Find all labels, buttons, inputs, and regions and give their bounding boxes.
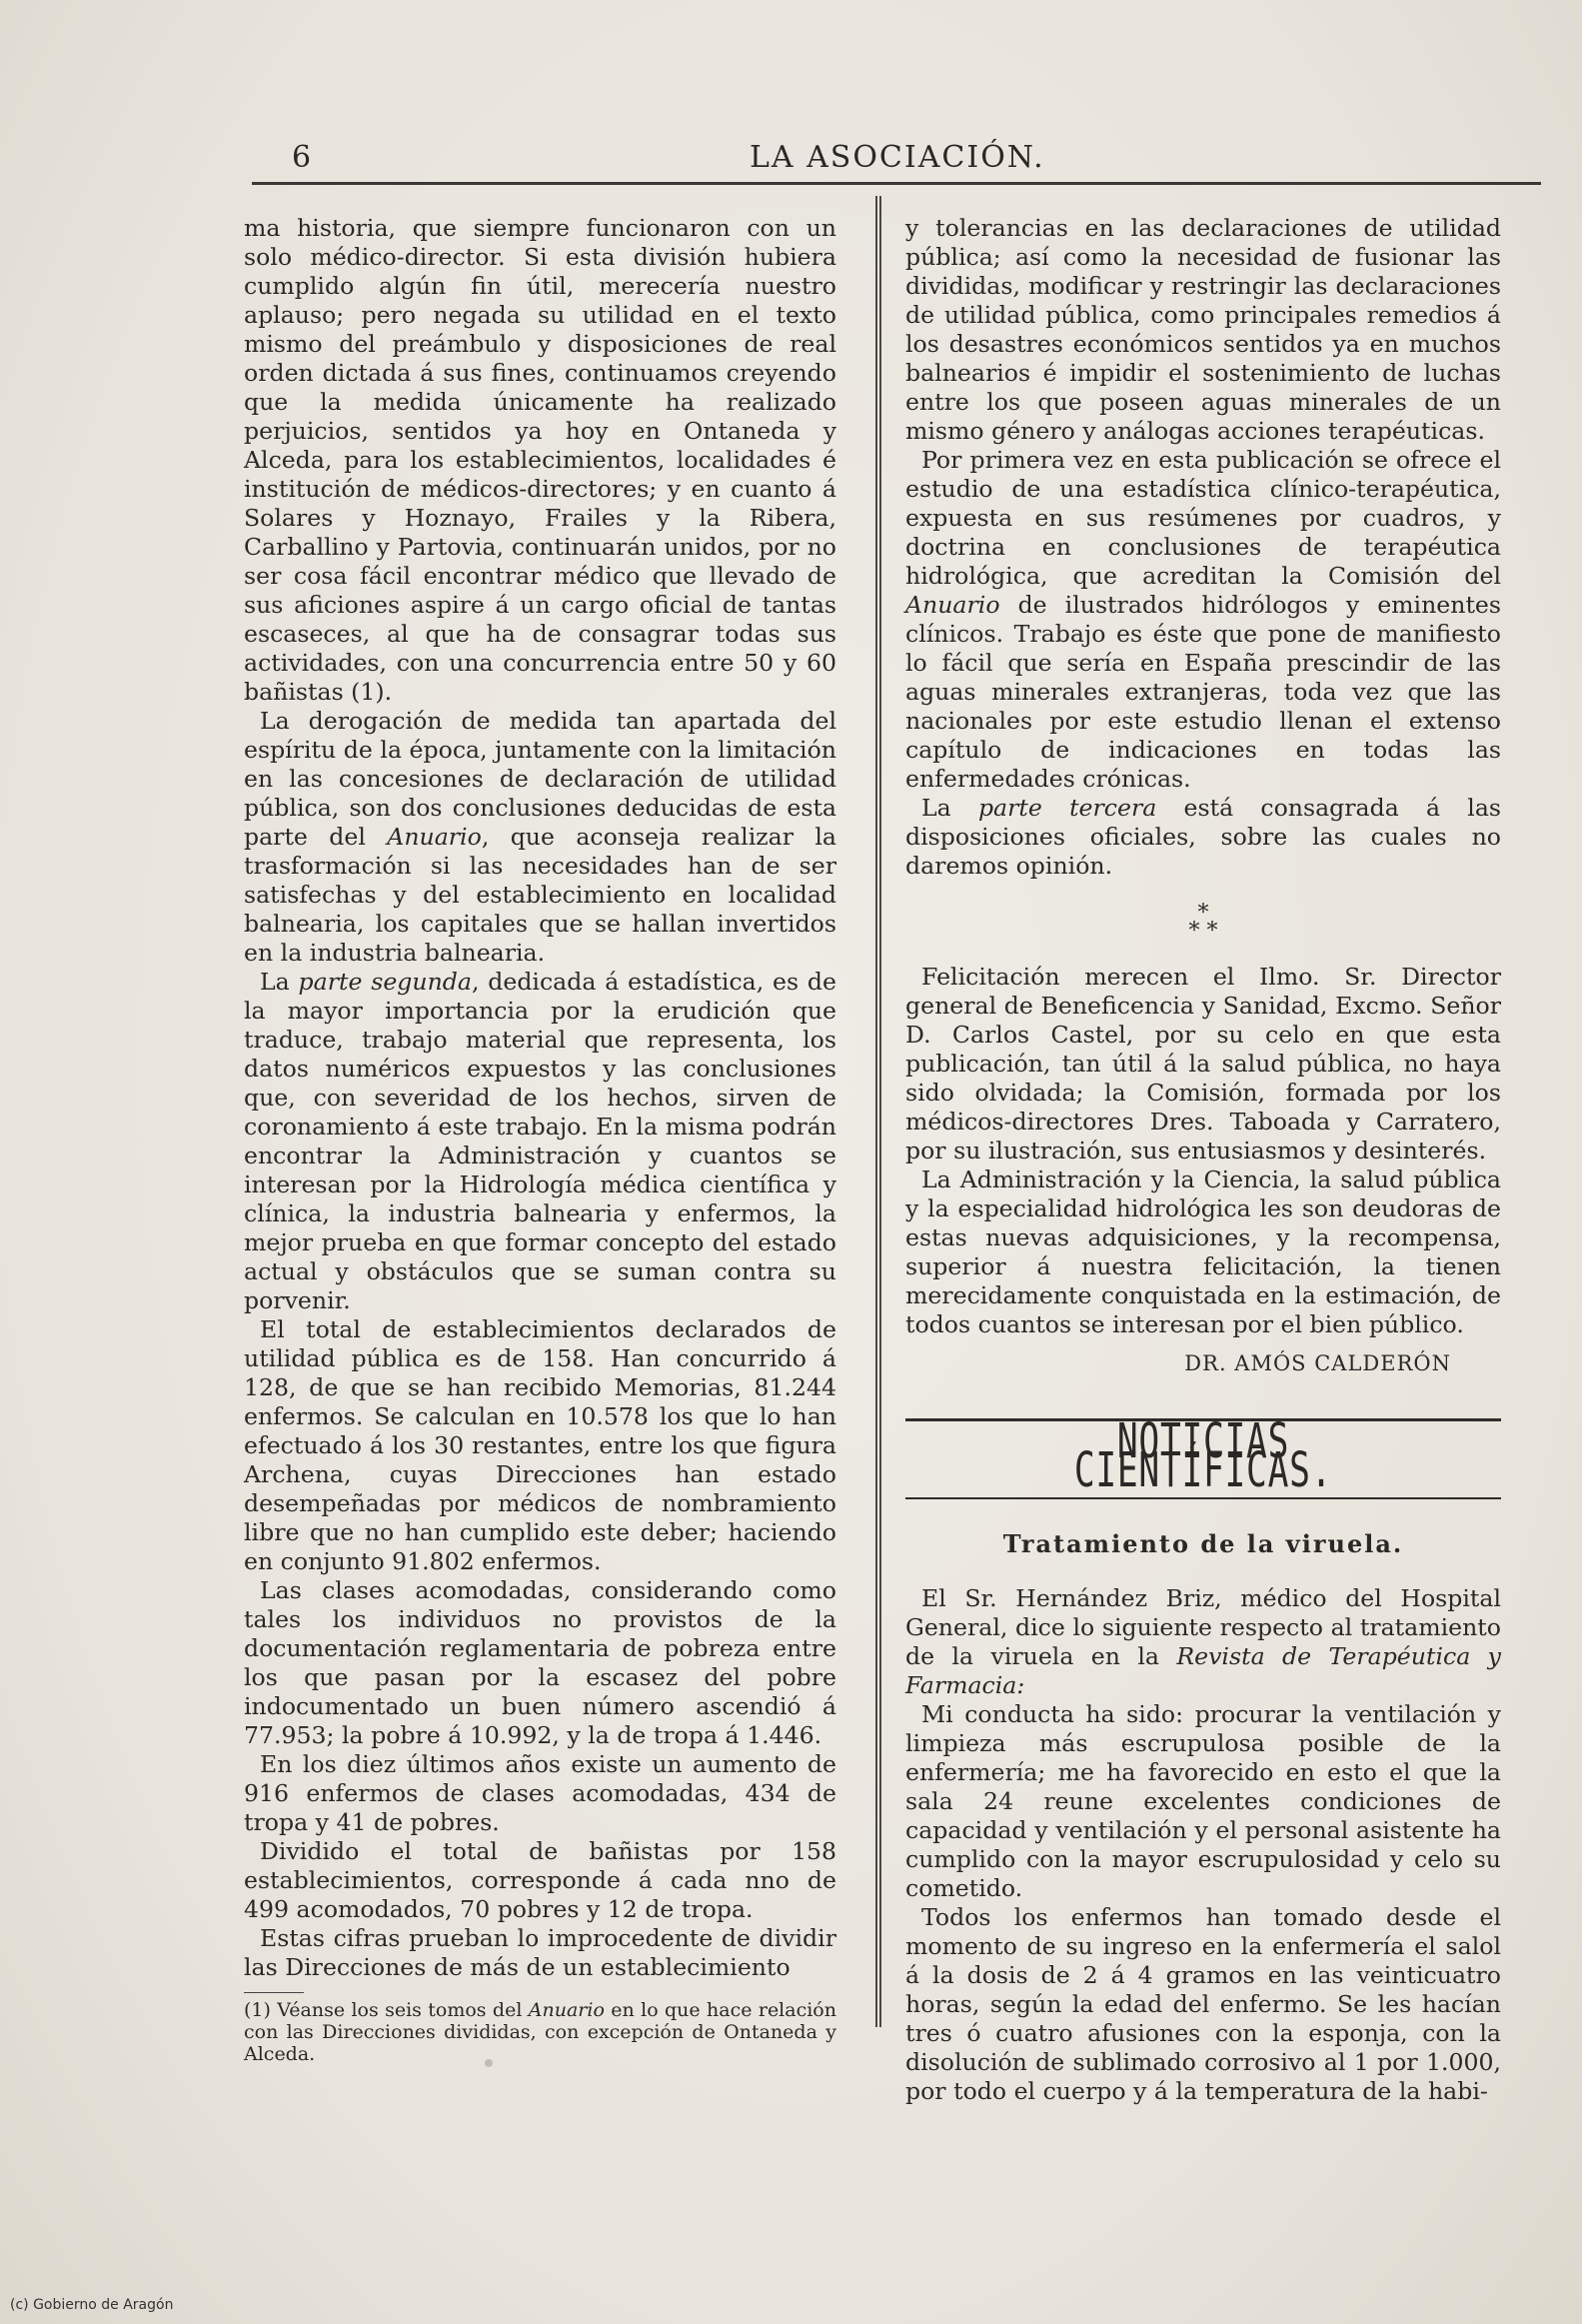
page-number: 6 [292,140,312,175]
author-signature: DR. AMÓS CALDERÓN [1184,1351,1451,1375]
copyright-credit: (c) Gobierno de Aragón [10,2297,174,2313]
paragraph: Felicitación merecen el Ilmo. Sr. Director general de Beneficencia y Sanidad, Excmo. Señor D. Carlos Castel, por su celo en que esta publicación, tan útil á la salud pública, no haya sido olvidada; la Comisión, formada por los médicos-directores Dres. Taboada y Carratero, por su ilustración, sus entusiasmos y desinterés. [905,963,1501,1164]
paragraph: y tolerancias en las declaraciones de utilidad pública; así como la necesidad de fusionar las divididas, modificar y restringir las declaraciones de utilidad pública, como principales remedios á los desastres económicos sentidos ya en muchos balnearios é impidir el sostenimiento de luchas entre los que poseen aguas minerales de un mismo género y análogas acciones terapéuticas. [905,214,1501,445]
running-head: LA ASOCIACIÓN. [750,140,1045,175]
italic-phrase: parte tercera [977,794,1157,822]
paragraph: La Administración y la Ciencia, la salud pública y la especialidad hidrológica les son deudoras de estas nuevas adquisiciones, y la recompensa, superior á nuestra felicitación, la tienen merecidamente conquistada en la estimación, de todos cuantos se interesan por el bien público. [905,1165,1501,1338]
page-header [230,140,1489,180]
italic-title: Anuario [905,591,1000,619]
section-heading: NOTICIAS CIENTÍFICAS. [905,1418,1501,1499]
paragraph: Mi conducta ha sido: procurar la ventilación y limpieza más escrupulosa posible de la enfermería; me ha favorecido en esto el que la sala 24 reune excelentes condiciones de capacidad y ventilación y el personal asistente ha cumplido con la mayor escrupulosidad y celo su cometido. [905,1700,1501,1902]
right-column [905,214,1501,2106]
italic-title: Anuario [387,823,482,851]
ink-smudge [485,2059,493,2067]
footnote: (1) Véanse los seis tomos del Anuario en lo que hace relación con las Direcciones divididas, con excepción de Ontaneda y Alceda. [244,1999,836,2065]
paragraph: La derogación de medida tan apartada del espíritu de la época, juntamente con la limitación en las concesiones de declaración de utilidad pública, son dos conclusiones deducidas de esta parte del Anuario, que aconseja realizar la trasformación si las necesidades han de ser satisfechas y del establecimiento en localidad balnearia, los capitales que se hallan invertidos en la industria balnearia. [244,707,837,967]
footnote-rule [244,1992,304,1993]
paragraph: En los diez últimos años existe un aumento de 916 enfermos de clases acomodadas, 434 de tropa y 41 de pobres. [244,1750,836,1836]
header-rule [252,182,1541,185]
column-divider [875,196,881,2027]
paragraph: La parte tercera está consagrada á las disposiciones oficiales, sobre las cuales no daremos opinión. [905,794,1501,880]
paragraph: Dividido el total de bañistas por 158 establecimientos, corresponde á cada nno de 499 acomodados, 70 pobres y 12 de tropa. [244,1837,836,1923]
paragraph: El total de establecimientos declarados de utilidad pública es de 158. Han concurrido á 128, de que se han recibido Memorias, 81.244 enfermos. Se calculan en 10.578 los que lo han efectuado á los 30 restantes, entre los que figura Archena, cuyas Direcciones han estado desempeñadas por médicos de nombramiento libre que no han cumplido este deber; haciendo en conjunto 91.802 enfermos. [244,1315,836,1575]
paragraph: Todos los enfermos han tomado desde el momento de su ingreso en la enfermería el salol á la dosis de 2 á 4 gramos en las veinticuatro horas, según la edad del enfermo. Se les hacían tres ó cuatro afusiones con la esponja, con la disolución de sublimado corrosivo al 1 por 1.000, por todo el cuerpo y á la temperatura de la habi- [905,1903,1501,2105]
paragraph: Por primera vez en esta publicación se ofrece el estudio de una estadística clínico-terapéutica, expuesta en sus resúmenes por cuadros, y doctrina en conclusiones de terapéutica hidrológica, que acreditan la Comisión del Anuario de ilustrados hidrólogos y eminentes clínicos. Trabajo es éste que pone de manifiesto lo fácil que sería en España prescindir de las aguas minerales extranjeras, toda vez que las nacionales por este estudio llenan el extenso capítulo de indicaciones en todas las enfermedades crónicas. [905,446,1501,793]
italic-title: Revista de Terapéutica y Farmacia: [905,1642,1502,1699]
paragraph: Estas cifras prueban lo improcedente de dividir las Direcciones de más de un establecimiento [244,1924,836,1981]
paragraph: El Sr. Hernández Briz, médico del Hospital General, dice lo siguiente respecto al tratamiento de la viruela en la Revista de Terapéutica y Farmacia: [905,1584,1502,1699]
dinkus: * * * [1188,901,1218,944]
left-column [244,214,836,2065]
paragraph: La parte segunda, dedicada á estadística, es de la mayor importancia por la erudición que traduce, trabajo material que representa, los datos numéricos expuestos y las conclusiones que, con severidad de los hechos, sirven de coronamiento á este trabajo. En la misma podrán encontrar la Administración y cuantos se interesan por la Hidrología médica científica y clínica, la industria balnearia y enfermos, la mejor prueba en que formar concepto del estado actual y obstáculos que se suman contra su porvenir. [244,968,836,1314]
paragraph: ma historia, que siempre funcionaron con un solo médico-director. Si esta división hubiera cumplido algún fin útil, merecería nuestro aplauso; pero negada su utilidad en el texto mismo del preámbulo y disposiciones de real orden dictada á sus fines, continuamos creyendo que la medida únicamente ha realizado perjuicios, sentidos ya hoy en Ontaneda y Alceda, para los establecimientos, localidades é institución de médicos-directores; y en cuanto á Solares y Hoznayo, Frailes y la Ribera, Carballino y Partovia, continuarán unidos, por no ser cosa fácil encontrar médico que llevado de sus aficiones aspire á un cargo oficial de tantas escaseces, al que ha de consagrar todas sus actividades, con una concurrencia entre 50 y 60 bañistas (1). [244,214,836,706]
italic-phrase: parte segunda [298,968,472,996]
article-subheading: Tratamiento de la viruela. [1002,1529,1404,1558]
paragraph: Las clases acomodadas, considerando como tales los individuos no provistos de la documentación reglamentaria de pobreza entre los que pasan por la escasez del pobre indocumentado un buen número ascendió á 77.953; la pobre á 10.992, y la de tropa á 1.446. [244,1576,836,1749]
